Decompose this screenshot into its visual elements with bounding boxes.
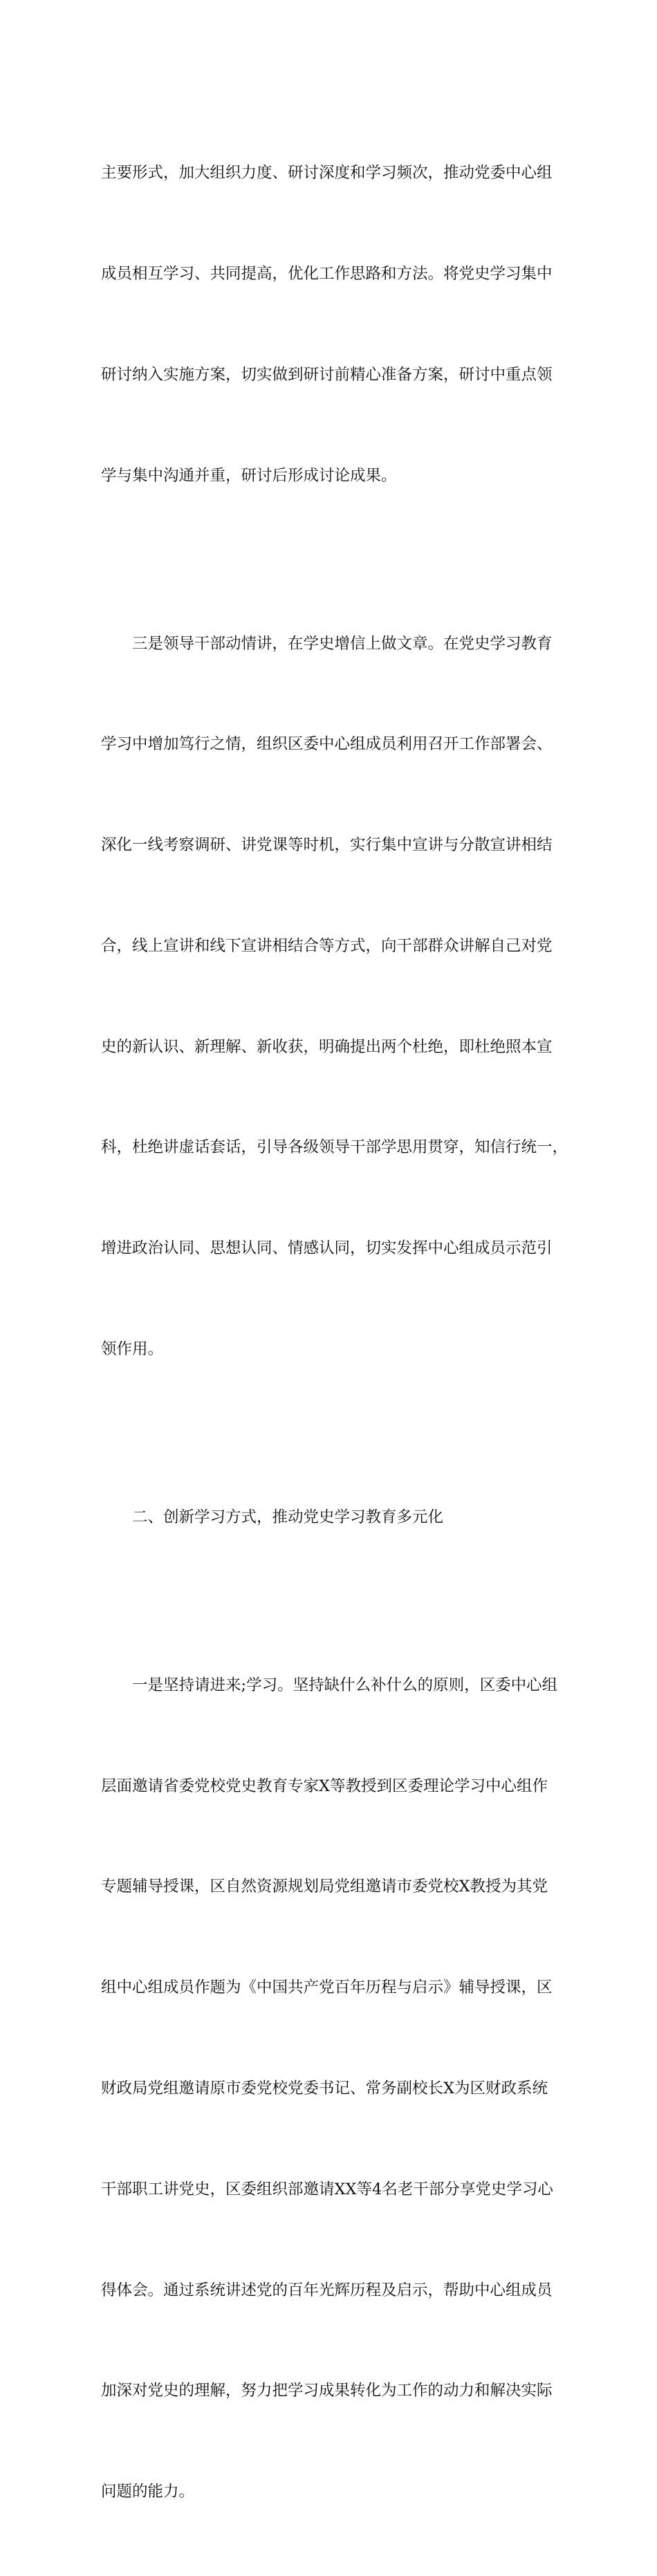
text-line: 增进政治认同、思想认同、情感认同，切实发挥中心组成员示范引 xyxy=(101,1239,553,1258)
text-line: 成员相互学习、共同提高，优化工作思路和方法。将党史学习集中 xyxy=(101,264,553,283)
text-line: 史的新认识、新理解、新收获，明确提出两个杜绝，即杜绝照本宣 xyxy=(101,1037,553,1056)
text-line: 科，杜绝讲虚话套话，引导各级领导干部学思用贯穿，知信行统一， xyxy=(101,1138,568,1157)
document-body xyxy=(101,89,571,2576)
heading-line: 二、创新学习方式，推动党史学习教育多元化 xyxy=(132,1508,444,1526)
text-line: 合，线上宣讲和线下宣讲相结合等方式，向干部群众讲解自己对党 xyxy=(101,936,553,955)
text-line: 问题的能力。 xyxy=(101,2483,195,2501)
text-line: 得体会。通过系统讲述党的百年光辉历程及启示，帮助中心组成员 xyxy=(101,2281,553,2299)
paragraph-2 xyxy=(101,559,571,1433)
text-line: 主要形式，加大组织力度、研讨深度和学习频次，推动党委中心组 xyxy=(101,164,553,183)
paragraph-4 xyxy=(101,1602,571,2576)
text-line: 层面邀请省委党校党史教育专家X等教授到区委理论学习中心组作 xyxy=(101,1777,548,1795)
text-line: 组中心组成员作题为《中国共产党百年历程与启示》辅导授课，区 xyxy=(101,1979,553,1997)
paragraph-1 xyxy=(101,89,571,559)
text-line: 加深对党史的理解，努力把学习成果转化为工作的动力和解决实际 xyxy=(101,2382,553,2400)
text-line: 三是领导干部动情讲，在学史增信上做文章。在党史学习教育 xyxy=(132,634,553,653)
text-line: 专题辅导授课，区自然资源规划局党组邀请市委党校X教授为其党 xyxy=(101,1878,548,1896)
text-line: 学与集中沟通并重，研讨后形成讨论成果。 xyxy=(101,466,397,485)
text-line: 领作用。 xyxy=(101,1340,164,1358)
text-line: 学习中增加笃行之情，组织区委中心组成员利用召开工作部署会、 xyxy=(101,735,553,754)
text-line: 干部职工讲党史，区委组织部邀请XX等4名老干部分享党史学习心 xyxy=(101,2180,553,2198)
text-line: 研讨纳入实施方案，切实做到研讨前精心准备方案，研讨中重点领 xyxy=(101,365,553,384)
text-line: 一是坚持请进来;学习。坚持缺什么补什么的原则，区委中心组 xyxy=(132,1676,558,1694)
section-heading xyxy=(101,1434,571,1602)
text-line: 深化一线考察调研、讲党课等时机，实行集中宣讲与分散宣讲相结 xyxy=(101,836,553,855)
text-line: 财政局党组邀请原市委党校党委书记、常务副校长X为区财政系统 xyxy=(101,2079,548,2098)
